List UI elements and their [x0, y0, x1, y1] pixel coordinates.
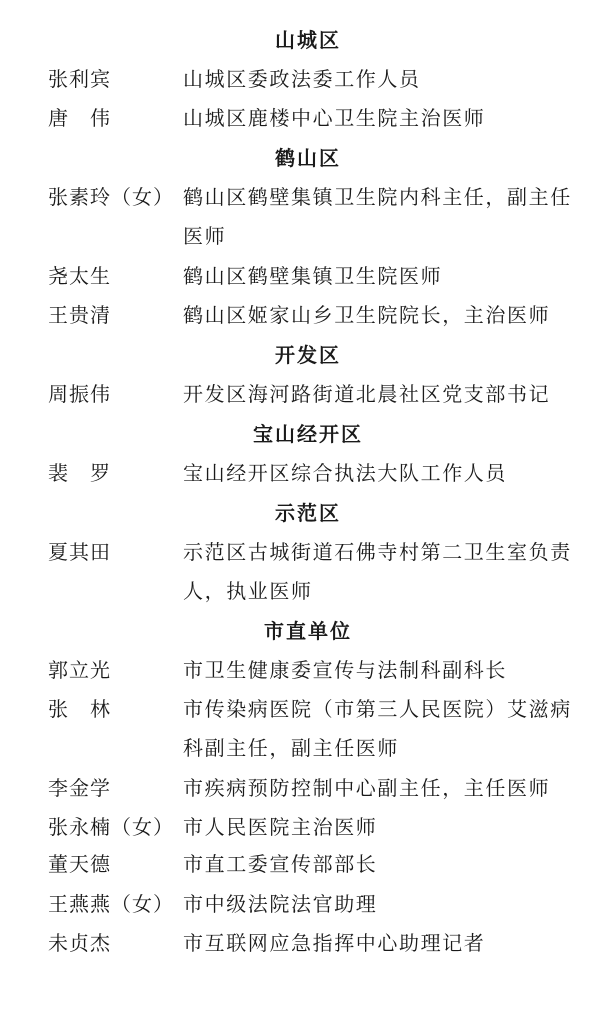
- list-item: [48, 814, 598, 840]
- list-item: [48, 460, 598, 486]
- person-role: 鹤山区鹤壁集镇卫生院内科主任，副主任医师: [183, 185, 572, 248]
- person-name: 未贞杰: [48, 931, 111, 955]
- person-role: 宝山经开区综合执法大队工作人员: [183, 461, 507, 485]
- list-item: [48, 930, 598, 956]
- section-heading: 市直单位: [264, 619, 352, 643]
- section-heading: 宝山经开区: [253, 422, 363, 446]
- person-role: 山城区委政法委工作人员: [183, 67, 421, 91]
- person-role: 开发区海河路街道北晨社区党支部书记: [183, 382, 551, 406]
- person-name: 张利宾: [48, 67, 111, 91]
- list-item: [48, 66, 598, 92]
- list-item: [48, 105, 598, 131]
- person-name: 张永楠（女）: [48, 815, 174, 839]
- person-role: 市传染病医院（市第三人民医院）艾滋病科副主任，副主任医师: [183, 697, 572, 760]
- section-heading: 开发区: [275, 343, 341, 367]
- list-item: [48, 657, 598, 683]
- list-item: [48, 851, 598, 877]
- person-role: 市人民医院主治医师: [183, 815, 378, 839]
- person-name: 裴 罗: [48, 461, 111, 485]
- person-name: 王贵清: [48, 303, 111, 327]
- person-name: 张 林: [48, 697, 111, 721]
- list-item: [48, 184, 598, 248]
- person-name: 董天德: [48, 852, 111, 876]
- person-name: 李金学: [48, 776, 111, 800]
- person-role: 市直工委宣传部部长: [183, 852, 378, 876]
- list-item: [48, 891, 598, 917]
- person-role: 市疾病预防控制中心副主任，主任医师: [183, 776, 551, 800]
- list-item: [48, 539, 598, 603]
- person-name: 张素玲（女）: [48, 185, 174, 209]
- person-name: 夏其田: [48, 540, 111, 564]
- person-name: 唐 伟: [48, 106, 111, 130]
- section-heading: 鹤山区: [275, 146, 341, 170]
- section-heading: 山城区: [275, 28, 341, 52]
- list-item: [48, 263, 598, 289]
- list-item: [48, 381, 598, 407]
- person-role: 市互联网应急指挥中心助理记者: [183, 931, 486, 955]
- person-name: 王燕燕（女）: [48, 892, 174, 916]
- list-item: [48, 696, 598, 760]
- section-heading: 示范区: [275, 501, 341, 525]
- person-role: 鹤山区鹤壁集镇卫生院医师: [183, 264, 443, 288]
- person-name: 郭立光: [48, 658, 111, 682]
- person-role: 市中级法院法官助理: [183, 892, 378, 916]
- person-name: 周振伟: [48, 382, 111, 406]
- person-role: 鹤山区姬家山乡卫生院院长，主治医师: [183, 303, 551, 327]
- list-item: [48, 775, 598, 801]
- person-role: 山城区鹿楼中心卫生院主治医师: [183, 106, 486, 130]
- person-role: 示范区古城街道石佛寺村第二卫生室负责人，执业医师: [183, 540, 572, 603]
- person-name: 尧太生: [48, 264, 111, 288]
- person-role: 市卫生健康委宣传与法制科副科长: [183, 658, 507, 682]
- list-item: [48, 302, 598, 328]
